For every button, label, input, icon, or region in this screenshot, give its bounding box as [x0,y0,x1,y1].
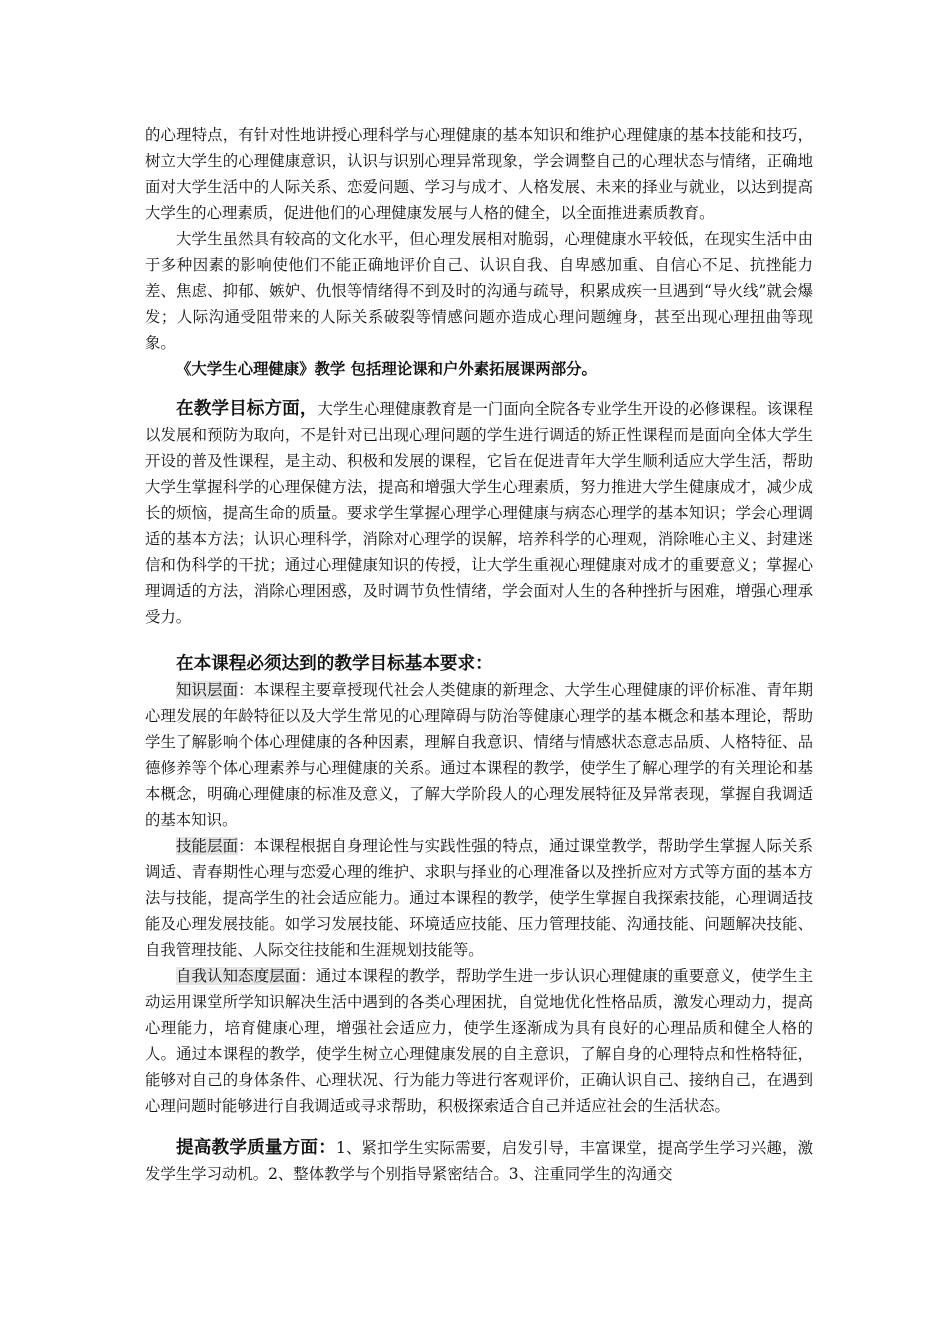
section-heading-requirements: 在本课程必须达到的教学目标基本要求： [176,653,493,674]
section-heading-teaching-goals: 在教学目标方面， [176,398,318,419]
self-awareness-level-text: ：通过本课程的教学，帮助学生进一步认识心理健康的重要意义，使学生主动运用课堂所学知识解决生活中遇到的各类心理困扰，自觉地优化性格品质，激发心理动力，提高心理能力，培育健康心理，增强社会适应力，使学生逐渐成为具有良好的心理品质和健全人格的人。通过本课程的教学，使学生树立心理健康发展的自主意识，了解自身的心理特点和性格特征，能够对自己的身体条件、心理状况、行为能力等进行客观评价，正确认识自己、接纳自己，在遇到心理问题时能够进行自我调适或寻求帮助，积极探索适合自己并适应社会的生活状态。 [145,967,813,1115]
paragraph-requirements-heading [145,651,813,677]
paragraph-knowledge-level [145,677,813,833]
spacer [145,382,813,396]
paragraph-skill-level [145,833,813,963]
label-self-awareness-level: 自我认知态度层面 [176,967,301,985]
label-skill-level: 技能层面 [176,837,239,855]
paragraph-teaching-goals [145,396,813,630]
paragraph-teaching-quality [145,1135,813,1187]
teaching-quality-text: 1、紧扣学生实际需要，启发引导，丰富课堂，提高学生学习兴趣，激发学生学习动机。2、整体教学与个别指导紧密结合。3、注重同学生的沟通交 [145,1139,813,1183]
skill-level-text: ：本课程根据自身理论性与实践性强的特点，通过课堂教学，帮助学生掌握人际关系调适、青春期性心理与恋爱心理的维护、求职与择业的心理准备以及挫折应对方式等方面的基本方法与技能，提高学生的社会适应能力。通过本课程的教学，使学生掌握自我探索技能，心理调适技能及心理发展技能。如学习发展技能、环境适应技能、压力管理技能、沟通技能、问题解决技能、自我管理技能、人际交往技能和生涯规划技能等。 [145,837,813,959]
paragraph-self-awareness-level [145,963,813,1119]
paragraph-course-composition: 《大学生心理健康》教学 包括理论课和户外素拓展课两部分。 [176,360,597,378]
document-body [145,122,813,1187]
paragraph-course-purpose: 的心理特点，有针对性地讲授心理科学与心理健康的基本知识和维护心理健康的基本技能和技巧，树立大学生的心理健康意识，认识与识别心理异常现象，学会调整自己的心理状态与情绪，正确地面对大学生活中的人际关系、恋爱问题、学习与成才、人格发展、未来的择业与就业，以达到提高大学生的心理素质，促进他们的心理健康发展与人格的健全，以全面推进素质教育。 [145,126,813,222]
paragraph-student-issues: 大学生虽然具有较高的文化水平，但心理发展相对脆弱，心理健康水平较低，在现实生活中由于多种因素的影响使他们不能正确地评价自己、认识自我、自卑感加重、自信心不足、抗挫能力差、焦虑、抑郁、嫉妒、仇恨等情绪得不到及时的沟通与疏导，积累成疾一旦遇到“导火线”就会爆发；人际沟通受阻带来的人际关系破裂等情感问题亦造成心理问题缠身，甚至出现心理扭曲等现象。 [145,230,813,352]
teaching-goals-text: 大学生心理健康教育是一门面向全院各专业学生开设的必修课程。该课程以发展和预防为取向，不是针对已出现心理问题的学生进行调适的矫正性课程而是面向全体大学生开设的普及性课程，是主动、积极和发展的课程，它旨在促进青年大学生顺利适应大学生活，帮助大学生掌握科学的心理保健方法，提高和增强大学生心理素质，努力推进大学生健康成才，减少成长的烦恼，提高生命的质量。要求学生掌握心理学心理健康与病态心理学的基本知识；学会心理调适的基本方法；认识心理科学，消除对心理学的误解，培养科学的心理观，消除唯心主义、封建迷信和伪科学的干扰；通过心理健康知识的传授，让大学生重视心理健康对成才的重要意义；掌握心理调适的方法，消除心理困惑，及时调节负性情绪，学会面对人生的各种挫折与困难，增强心理承受力。 [145,400,813,626]
spacer [145,1119,813,1135]
spacer [145,630,813,651]
knowledge-level-text: ：本课程主要章授现代社会人类健康的新理念、大学生心理健康的评价标准、青年期心理发展的年龄特征以及大学生常见的心理障碍与防治等健康心理学的基本概念和基本理论，帮助学生了解影响个体心理健康的各种因素，理解自我意识、情绪与情感状态意志品质、人格特征、品德修养等个体心理素养与心理健康的关系。通过本课程的教学，使学生了解心理学的有关理论和基本概念，明确心理健康的标准及意义，了解大学阶段人的心理发展特征及异常表现，掌握自我调适的基本知识。 [145,681,813,829]
section-heading-teaching-quality: 提高教学质量方面： [176,1137,336,1158]
label-knowledge-level: 知识层面 [176,681,239,699]
